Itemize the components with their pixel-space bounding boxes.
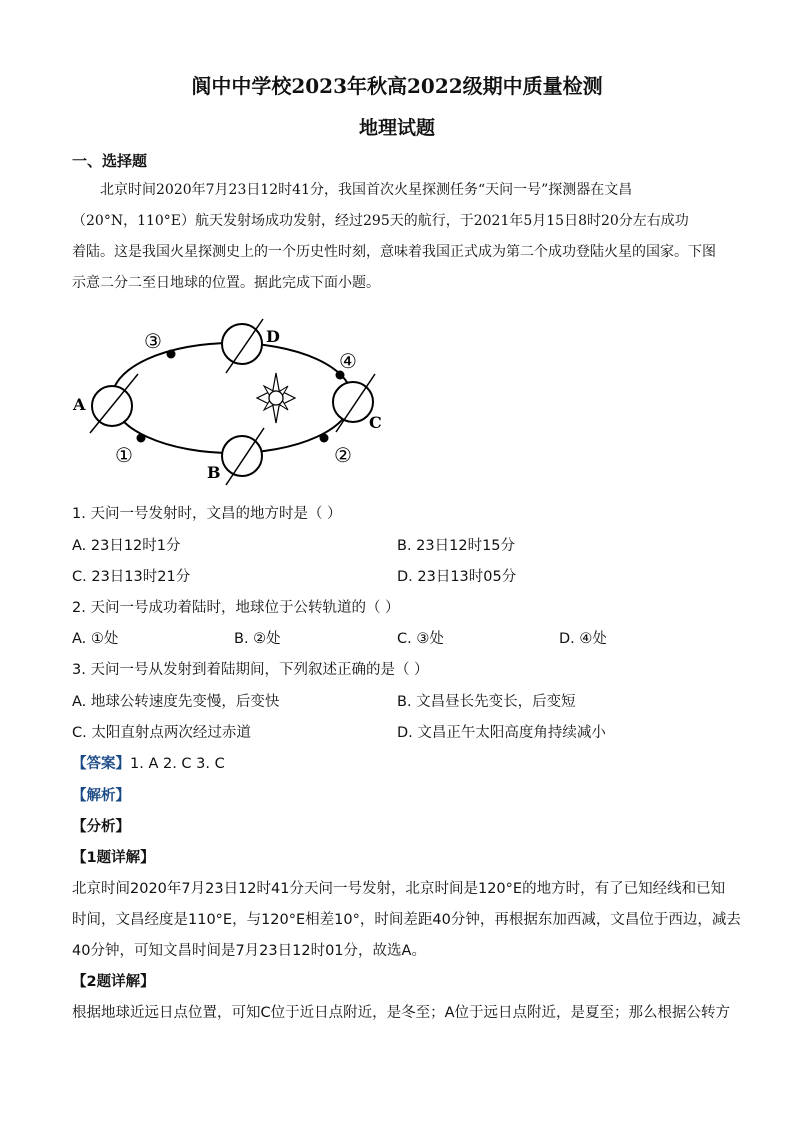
section-heading: 一、选择题 (72, 152, 148, 170)
orbit-diagram (60, 310, 420, 490)
label-c: C (369, 413, 382, 432)
fenxi-heading: 【分析】 (72, 819, 130, 835)
q2-option-d[interactable]: D. ④处 (559, 631, 607, 647)
detail-1-line-2: 时间，文昌经度是110°E，与120°E相差10°，时间差距40分钟，再根据东加西减，文昌位于西边，减去 (72, 912, 741, 928)
q2-option-c[interactable]: C. ③处 (397, 631, 444, 647)
detail-2-heading: 【2题详解】 (72, 974, 155, 990)
mark-3: ③ (144, 329, 162, 353)
label-d: D (266, 327, 280, 346)
earth-b-icon (222, 428, 264, 485)
label-a: A (73, 395, 86, 414)
detail-1-line-3: 40分钟，可知文昌时间是7月23日12时01分，故选A。 (72, 943, 426, 959)
point-3-dot (167, 350, 176, 359)
sun-icon (257, 373, 295, 423)
q2-option-b[interactable]: B. ②处 (234, 631, 281, 647)
q1-option-c[interactable]: C. 23日13时21分 (72, 569, 191, 585)
mark-4: ④ (339, 349, 357, 373)
earth-a-icon (90, 374, 138, 433)
q3-option-b[interactable]: B. 文昌昼长先变长，后变短 (397, 694, 576, 710)
question-2-stem: 2. 天问一号成功着陆时，地球位于公转轨道的（ ） (72, 600, 400, 616)
q3-option-a[interactable]: A. 地球公转速度先变慢，后变快 (72, 694, 280, 710)
passage-line-4: 示意二分二至日地球的位置。据此完成下面小题。 (72, 275, 380, 291)
q3-option-c[interactable]: C. 太阳直射点两次经过赤道 (72, 725, 251, 741)
q3-option-d[interactable]: D. 文昌正午太阳高度角持续减小 (397, 725, 606, 741)
answer-line (72, 752, 225, 773)
analysis-heading: 【解析】 (72, 788, 130, 804)
detail-1-line-1: 北京时间2020年7月23日12时41分天问一号发射，北京时间是120°E的地方时，有了已知经线和已知 (72, 881, 726, 897)
passage-line-3: 着陆。这是我国火星探测史上的一个历史性时刻，意味着我国正式成为第二个成功登陆火星的国家。下图 (72, 244, 716, 260)
passage-line-1: 北京时间2020年7月23日12时41分，我国首次火星探测任务“天问一号”探测器在文昌 (100, 182, 633, 198)
detail-1-heading: 【1题详解】 (72, 850, 155, 866)
page-subtitle: 地理试题 (358, 117, 435, 139)
mark-2: ② (334, 443, 352, 467)
question-3-stem: 3. 天问一号从发射到着陆期间，下列叙述正确的是（ ） (72, 662, 429, 678)
q2-option-a[interactable]: A. ①处 (72, 631, 119, 647)
q1-option-d[interactable]: D. 23日13时05分 (397, 569, 517, 585)
passage-line-2: （20°N，110°E）航天发射场成功发射，经过295天的航行，于2021年5月15日8时20分左右成功 (72, 213, 689, 229)
mark-1: ① (115, 443, 133, 467)
point-1-dot (137, 434, 146, 443)
point-2-dot (320, 434, 329, 443)
q1-option-b[interactable]: B. 23日12时15分 (397, 538, 516, 554)
earth-d-icon (222, 319, 263, 373)
answer-text: 1. A 2. C 3. C (130, 756, 225, 772)
q1-option-a[interactable]: A. 23日12时1分 (72, 538, 181, 554)
question-1-stem: 1. 天问一号发射时，文昌的地方时是（ ） (72, 506, 342, 522)
detail-2-line-1: 根据地球近远日点位置，可知C位于近日点附近，是冬至；A位于远日点附近，是夏至；那么根据公转方 (72, 1005, 731, 1021)
label-b: B (207, 463, 221, 482)
page-title: 阆中中学校2023年秋高2022级期中质量检测 (191, 74, 603, 98)
answer-label: 【答案】 (72, 756, 130, 772)
